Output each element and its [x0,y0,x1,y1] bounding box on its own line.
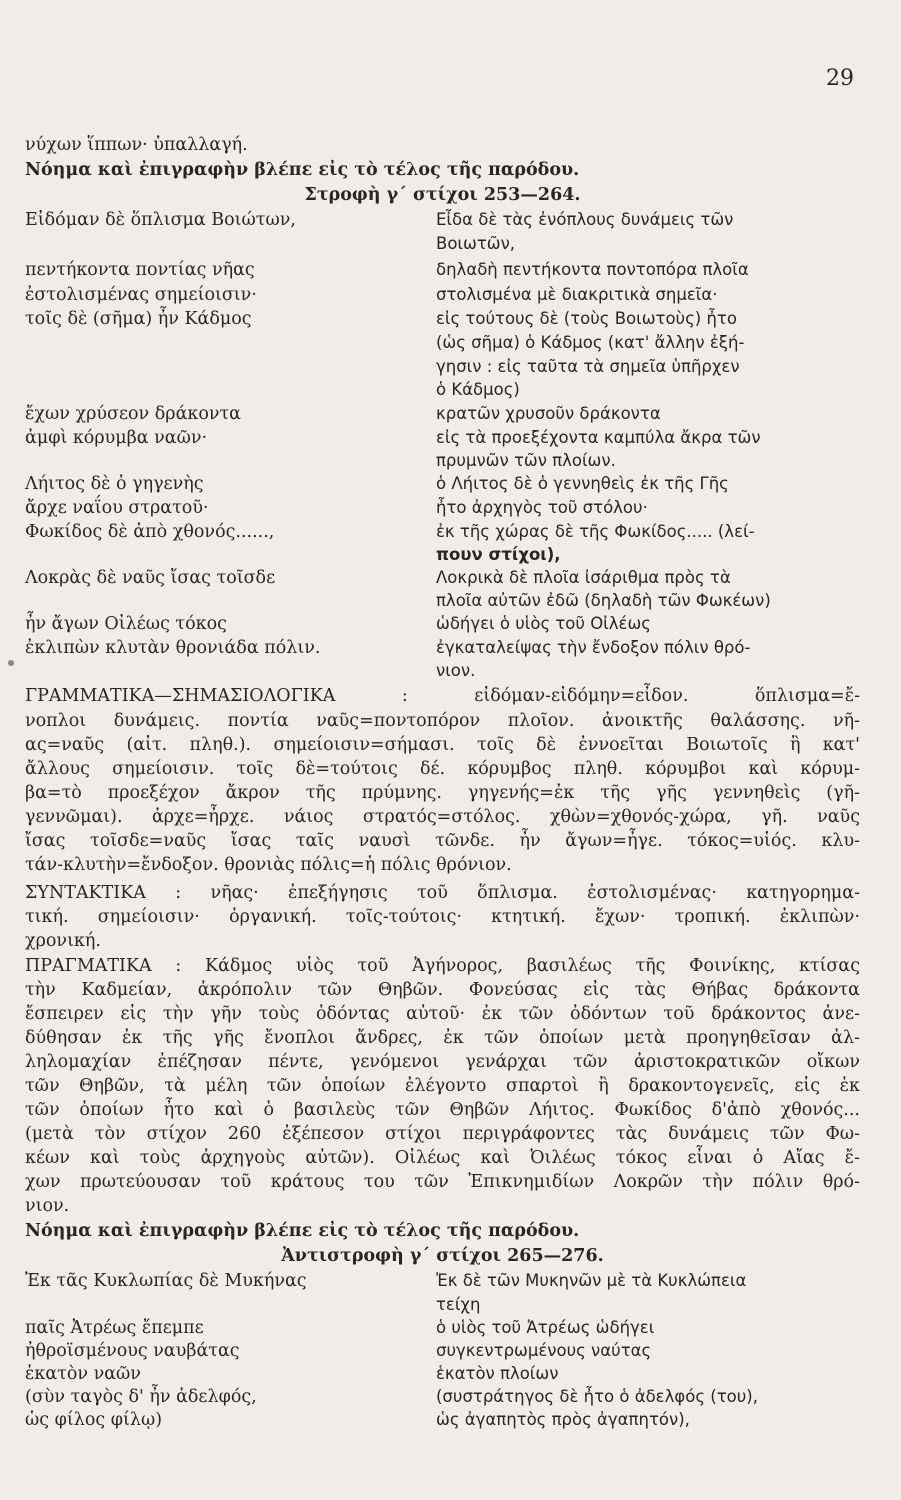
strophe-left-line: Λήιτος δὲ ὁ γηγενὴς [25,474,204,494]
strophe-left-line: Φωκίδος δὲ ἀπὸ χθονός......, [25,522,275,542]
strophe-right-line: Εἶδα δὲ τὰς ἐνόπλους δυνάμεις τῶν [436,210,734,229]
strophe-left-line: τοῖς δὲ (σῆμα) ἦν Κάδμος [25,309,252,329]
strophe-right-line: ὁ Κάδμος) [436,380,520,399]
strophe-right-line: πλοῖα αὐτῶν ἐδῶ (δηλαδὴ τῶν Φωκέων) [436,591,771,610]
strophe-right-line: στολισμένα μὲ διακριτικὰ σημεῖα· [436,285,718,304]
strophe-right-line: Λοκρικὰ δὲ πλοῖα ἰσάριθμα πρὸς τὰ [436,568,731,587]
strophe-left-line: Εἰδόμαν δὲ ὅπλισμα Βοιώτων, [25,210,296,230]
strophe-right-line: (ὡς σῆμα) ὁ Κάδμος (κατ' ἄλλην ἐξή- [436,333,745,352]
strophe-left-line: ἐκλιπὼν κλυτὰν θρονιάδα πόλιν. [25,638,321,658]
antistrophe-right-line: ὡς ἀγαπητὸς πρὸς ἀγαπητόν), [436,1410,690,1429]
grammatika-line: νοπλοι δυνάμεις. ποντία ναῦς=ποντοπόρον πλοῖον. ἀνοικτῆς θαλάσσης. νῆ- [25,711,860,731]
antistrophe-left-line: ἑκατὸν ναῶν [25,1364,141,1384]
grammatika-line: ΓΡΑΜΜΑΤΙΚΑ—ΣΗΜΑΣΙΟΛΟΓΙΚΑ : εἰδόμαν-εἰδόμην=εἶδον. ὅπλισμα=ἔ- [25,686,860,706]
pragmatika-line: χων πρωτεύουσαν τοῦ κράτους του τῶν Ἐπικνημιδίων Λοκρῶν τὴν πόλιν θρό- [25,1172,860,1192]
strophe-right-line: ἦτο ἀρχηγὸς τοῦ στόλου· [436,498,648,517]
antistrophe-left-line: Ἐκ τᾶς Κυκλωπίας δὲ Μυκήνας [25,1271,307,1291]
grammatika-line: ἴσας τοῖσδε=ναῦς ἴσας ταῖς ναυσὶ τῶνδε. ἦν ἄγων=ἦγε. τόκος=υἱός. κλυ- [25,831,860,851]
grammatika-line: τάν-κλυτὴν=ἔνδοξον. θρονιὰς πόλις=ἡ πόλις θρόνιον. [25,855,512,875]
antistrophe-left-line: παῖς Ἀτρέως ἔπεμπε [25,1318,204,1338]
antistrophe-right-line: ὁ υἱὸς τοῦ Ἀτρέως ὡδήγει [436,1318,655,1337]
syntaktika-line: χρονική. [25,931,101,951]
strophe-left-line: ἄρχε ναΐου στρατοῦ· [25,498,209,518]
strophe-left-line: πεντήκοντα ποντίας νῆας [25,260,255,280]
strophe-right-line: γησιν : εἰς ταῦτα τὰ σημεῖα ὑπῆρχεν [436,357,740,376]
strophe-right-line: εἰς τούτους δὲ (τοὺς Βοιωτοὺς) ἦτο [436,309,737,328]
grammatika-line: βα=τὸ προεξέχον ἄκρον τῆς πρύμνης. γηγενής=ἐκ τῆς γῆς γεννηθεὶς (γῆ- [25,783,860,803]
antistrophe-right-line: ἑκατὸν πλοίων [436,1364,559,1383]
pragmatika-line: δύθησαν ἐκ τῆς γῆς ἔνοπλοι ἄνδρες, ἐκ τῶν ὁποίων μετὰ προηγηθεῖσαν ἀλ- [25,1028,860,1048]
strophe-right-line: νιον. [436,661,476,680]
noima-note: Νόημα καὶ ἐπιγραφὴν βλέπε εἰς τὸ τέλος τῆς παρόδου. [25,1221,580,1241]
antistrophe-left-line: ὡς φίλος φίλῳ) [25,1410,163,1430]
strophe-left-line: ἦν ἄγων Οἰλέως τόκος [25,614,227,634]
grammatika-line: ἄλλους σημείοισιν. τοῖς δὲ=τούτοις δέ. κόρυμβος πληθ. κόρυμβοι καὶ κόρυμ- [25,759,860,779]
strophe-left-line: ἀμφὶ κόρυμβα ναῶν· [25,428,208,448]
strophe-left-line: ἐστολισμένας σημείοισιν· [25,285,257,305]
page-number: 29 [826,66,854,91]
antistrophe-left-line: ἠθροϊσμένους ναυβάτας [25,1341,240,1361]
strophe-right-line: πουν στίχοι), [436,545,561,564]
strophe-right-line: δηλαδὴ πεντήκοντα ποντοπόρα πλοῖα [436,260,749,279]
syntaktika-line: τική. σημείοισιν· ὀργανική. τοῖς-τούτοις· κτητική. ἔχων· τροπική. ἐκλιπὼν· [25,907,860,927]
strophe-right-line: ἐγκαταλείψας τὴν ἔνδοξον πόλιν θρό- [436,638,751,657]
pragmatika-line: ΠΡΑΓΜΑΤΙΚΑ : Κάδμος υἱὸς τοῦ Ἀγήνορος, βασιλέως τῆς Φοινίκης, κτίσας [25,956,860,976]
margin-speck [8,660,14,666]
pragmatika-line: νιον. [25,1196,70,1216]
strophe-right-line: ὡδήγει ὁ υἱὸς τοῦ Οἰλέως [436,614,651,633]
pragmatika-line: ἔσπειρεν εἰς τὴν γῆν τοὺς ὀδόντας αὐτοῦ· ἐκ τῶν ὀδόντων τοῦ δράκοντος ἀνε- [25,1004,860,1024]
strophe-right-line: ἐκ τῆς χώρας δὲ τῆς Φωκίδος..... (λεί- [436,522,755,541]
strophe-left-line: ἔχων χρύσεον δράκοντα [25,404,241,424]
intro-line: Νόημα καὶ ἐπιγραφὴν βλέπε εἰς τὸ τέλος τῆς παρόδου. [25,160,580,180]
antistrophe-left-line: (σὺν ταγὸς δ' ἦν ἀδελφός, [25,1387,257,1407]
pragmatika-line: ληλομαχίαν ἐπέζησαν πέντε, γενόμενοι γενάρχαι τῶν ἀριστοκρατικῶν οἴκων [25,1052,860,1072]
antistrophe-right-line: τείχη [436,1295,481,1314]
grammatika-line: γεννῶμαι). ἀρχε=ἦρχε. νάιος στρατός=στόλος. χθὼν=χθονός-χώρα, γῆ. ναῦς [25,807,860,827]
grammatika-line: ας=ναῦς (αἰτ. πληθ.). σημείοισιν=σήμασι. τοῖς δὲ ἐννοεῖται Βοιωτοῖς ἢ κατ' [25,735,860,755]
syntaktika-line: ΣΥΝΤΑΚΤΙΚΑ : νῆας· ἐπεξήγησις τοῦ ὅπλισμα. ἐστολισμένας· κατηγορημα- [25,883,860,903]
strophe-right-line: Βοιωτῶν, [436,234,516,253]
strophe-right-line: πρυμνῶν τῶν πλοίων. [436,451,616,470]
strophe-heading: Στροφὴ γ΄ στίχοι 253—264. [304,185,581,205]
antistrophe-heading: Ἀντιστροφὴ γ΄ στίχοι 265—276. [281,1246,604,1266]
strophe-right-line: εἰς τὰ προεξέχοντα καμπύλα ἄκρα τῶν [436,428,761,447]
strophe-right-line: κρατῶν χρυσοῦν δράκοντα [436,404,661,423]
pragmatika-line: τῶν ὁποίων ἦτο καὶ ὁ βασιλεὺς τῶν Θηβῶν Λήιτος. Φωκίδος δ'ἀπὸ χθονός... [25,1100,860,1120]
antistrophe-right-line: συγκεντρωμένους ναύτας [436,1341,652,1360]
pragmatika-line: τὴν Καδμείαν, ἀκρόπολιν τῶν Θηβῶν. Φονεύσας εἰς τὰς Θήβας δράκοντα [25,980,860,1000]
pragmatika-line: (μετὰ τὸν στίχον 260 ἐξέπεσον στίχοι περιγράφοντες τὰς δυνάμεις τῶν Φω- [25,1124,860,1144]
pragmatika-line: κέων καὶ τοὺς ἀρχηγοὺς αὐτῶν). Οἰλέως καὶ Ὀιλέως τόκος εἶναι ὁ Αἴας ἔ- [25,1148,860,1168]
pragmatika-line: τῶν Θηβῶν, τὰ μέλη τῶν ὁποίων ἐλέγοντο σπαρτοὶ ἢ δρακοντογενεῖς, εἰς ἐκ [25,1076,860,1096]
antistrophe-right-line: (συστράτηγος δὲ ἦτο ὁ ἀδελφός (του), [436,1387,758,1406]
strophe-right-line: ὁ Λήιτος δὲ ὁ γεννηθεὶς ἐκ τῆς Γῆς [436,474,729,493]
strophe-left-line: Λοκρὰς δὲ ναῦς ἴσας τοῖσδε [25,568,276,588]
antistrophe-right-line: Ἐκ δὲ τῶν Μυκηνῶν μὲ τὰ Κυκλώπεια [436,1271,747,1290]
intro-line: νύχων ἵππων· ὑπαλλαγή. [25,135,248,155]
